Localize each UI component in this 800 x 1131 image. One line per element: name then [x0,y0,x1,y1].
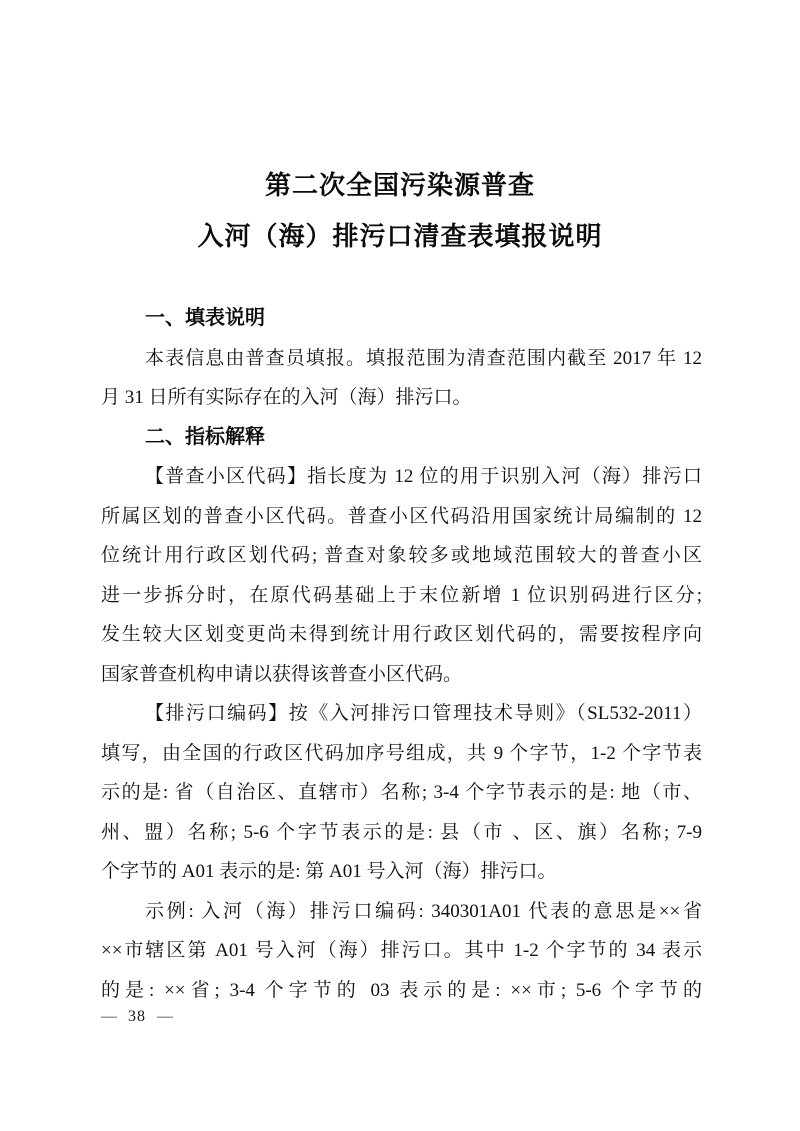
body-line: 本表信息由普查员填报。填报范围为清查范围内截至 2017 年 12 [145,347,702,369]
document-body [101,299,702,1010]
body-line: ××市辖区第 A01 号入河（海）排污口。其中 1-2 个字节的 34 表示 [101,940,702,961]
body-line: 填写，由全国的行政区代码加序号组成，共 9 个字节，1-2 个字节表 [101,742,702,764]
body-line: 所属区划的普查小区代码。普查小区代码沿用国家统计局编制的 12 [101,505,702,527]
page-number: 38 [128,1008,146,1025]
body-line: 的是: ××省; 3-4 个字节的 03 表示的是: ××市; 5-6 个字节的 [101,979,702,1001]
section-heading-2: 二、指标解释 [145,425,265,448]
body-line: 国家普查机构申请以获得该普查小区代码。 [101,663,463,685]
page-footer [101,1006,173,1028]
body-line: 月 31 日所有实际存在的入河（海）排污口。 [101,387,472,408]
body-line: 【排污口编码】按《入河排污口管理技术导则》（SL532-2011） [145,703,702,724]
document-title [0,160,800,262]
document-title-line-1: 第二次全国污染源普查 [264,170,535,200]
footer-dash-right: — [157,1008,173,1025]
body-line: 个字节的 A01 表示的是: 第 A01 号入河（海）排污口。 [101,861,557,882]
body-line: 位统计用行政区划代码; 普查对象较多或地域范围较大的普查小区 [101,545,702,566]
body-line: 进一步拆分时，在原代码基础上于末位新增 1 位识别码进行区分; [101,584,702,606]
body-line: 示例: 入河（海）排污口编码: 340301A01 代表的意思是××省 [145,900,702,922]
body-line: 示的是: 省（自治区、直辖市）名称; 3-4 个字节表示的是: 地（市、 [101,782,702,803]
body-line: 发生较大区划变更尚未得到统计用行政区划代码的，需要按程序向 [101,624,702,645]
section-heading-1: 一、填表说明 [145,307,265,329]
body-line: 州、盟）名称; 5-6 个字节表示的是: 县（市 、区、旗）名称; 7-9 [101,821,702,843]
document-title-line-2: 入河（海）排污口清查表填报说明 [197,221,603,251]
footer-dash-left: — [101,1008,117,1025]
body-line: 【普查小区代码】指长度为 12 位的用于识别入河（海）排污口 [145,466,702,487]
